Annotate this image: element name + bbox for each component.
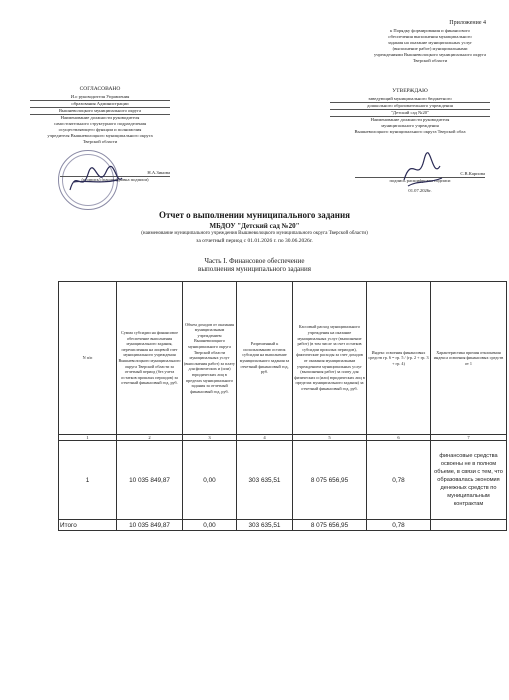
row-number: 1 bbox=[59, 441, 117, 520]
total-row bbox=[59, 520, 507, 531]
annex-title: Приложение 4 bbox=[449, 20, 486, 26]
agreed-line: образования Администрации bbox=[30, 101, 170, 108]
table-header-cell: N п/п bbox=[59, 282, 117, 435]
table-header-cell: Характеристика причин отклонения индекса освоения финансовых средств от 1 bbox=[431, 282, 507, 435]
approve-caption: Вышневолоцкого муниципального округа Тверской обла bbox=[354, 129, 466, 134]
table-row bbox=[59, 441, 507, 520]
approve-line: "Детский сад №20" bbox=[330, 110, 490, 117]
agreed-block bbox=[30, 86, 170, 145]
remainder-cell: 303 635,51 bbox=[237, 441, 293, 520]
subsidy-cell: 10 035 849,87 bbox=[117, 441, 183, 520]
column-number: 5 bbox=[293, 435, 367, 441]
total-remainder: 303 635,51 bbox=[237, 520, 293, 531]
column-number: 7 bbox=[431, 435, 507, 441]
approve-line: дошкольного образовательного учреждения bbox=[330, 103, 490, 110]
agreed-caption: осуществляющего функции и полномочия bbox=[58, 127, 142, 132]
income-cell: 0,00 bbox=[183, 441, 237, 520]
approve-date: 01.07.2026г. bbox=[408, 188, 432, 193]
table-header-cell: Кассовый расход муниципального учреждения на оказание муниципальных услуг (выполнение работ) (в том числе за счет остатков субсидии прошлых периодов), фактические расходы за счет доходов от оказания муниципальным учреждением муниципальных услуг (выполнения работ) за плату для физических и (или) юридических лиц в пределах муниципального задания) за отчетный финансовый год, руб. bbox=[293, 282, 367, 435]
agreed-heading: СОГЛАСОВАНО bbox=[79, 86, 121, 92]
approve-handwritten-signature bbox=[398, 150, 448, 190]
agreed-caption: самостоятельного структурного подразделения bbox=[53, 121, 147, 126]
approve-block bbox=[330, 88, 490, 135]
column-number: 3 bbox=[183, 435, 237, 441]
table-header-cell: Объем доходов от оказания муниципальным учреждением Вышневолоцкого муниципального округа Тверской области муниципальных услуг (выполнения работ) за плату для физических и (или) юридических лиц в пределах муниципального задания за отчетный финансовый год, руб. bbox=[183, 282, 237, 435]
index-cell: 0,78 bbox=[367, 441, 431, 520]
reason-cell: финансовые средства освоены не в полном объеме, в связи с тем, что образовалась экономия денежных средств по муниципальным контрактам bbox=[431, 441, 507, 520]
report-header bbox=[0, 210, 509, 244]
agreed-caption: Наименование должности руководителя bbox=[60, 115, 140, 120]
total-reason bbox=[431, 520, 507, 531]
table-header-row bbox=[59, 282, 507, 435]
agreed-line: Вышневолоцкого муниципального округа bbox=[30, 108, 170, 115]
annex-line: задания на оказание муниципальных услуг bbox=[387, 40, 473, 45]
agreed-line: И.о руководителя Управления bbox=[30, 94, 170, 101]
agreed-handwritten-signature bbox=[66, 160, 126, 200]
annex-line: учреждениями Вышневолоцкого муниципального округа bbox=[373, 52, 487, 57]
approve-signer: С.В.Карпова bbox=[355, 171, 485, 178]
agreed-sign-caption: (подпись) (расшифровка подписи) bbox=[81, 177, 149, 182]
column-number: 4 bbox=[237, 435, 293, 441]
agreed-caption: учредителя Вышневолоцкого муниципального округа bbox=[47, 133, 153, 138]
total-index: 0,78 bbox=[367, 520, 431, 531]
table-header-cell: Сумма субсидии на финансовое обеспечение выполнения муниципального задания, перечисленная на лицевой счет муниципального учреждения Вышневолоцкого муниципального округа Тверской области за отчетный период (без учета остатков прошлых периодов) за отчетный финансовый год, руб. bbox=[117, 282, 183, 435]
part-title: Часть I. Финансовое обеспечение выполнения муниципального задания bbox=[198, 257, 311, 273]
annex-line: обеспечения выполнения муниципального bbox=[388, 34, 472, 39]
org-caption: (наименование муниципального учреждения Вышневолоцкого муниципального округа Тверской области) bbox=[141, 231, 368, 236]
approve-caption: муниципального учреждения bbox=[381, 123, 439, 128]
annex-block bbox=[360, 20, 500, 64]
column-number: 1 bbox=[59, 435, 117, 441]
total-label: Итого bbox=[59, 520, 117, 531]
agreed-signer: Н.А.Зинова bbox=[60, 170, 170, 177]
column-number: 6 bbox=[367, 435, 431, 441]
annex-line: к Порядку формирования и финансового bbox=[390, 28, 470, 33]
approve-caption: Наименование должности руководителя bbox=[370, 117, 450, 122]
annex-line: (выполнение работ) муниципальными bbox=[392, 46, 468, 51]
approve-heading: УТВЕРЖДАЮ bbox=[392, 88, 428, 94]
report-title: Отчет о выполнении муниципального задания bbox=[158, 210, 351, 220]
finance-table bbox=[58, 281, 507, 531]
org-name: МБДОУ "Детский сад №20" bbox=[209, 222, 300, 230]
total-expense: 8 075 656,95 bbox=[293, 520, 367, 531]
agreed-caption: Тверской области bbox=[82, 139, 118, 144]
expense-cell: 8 075 656,95 bbox=[293, 441, 367, 520]
approve-line: заведующий муниципального бюджетного bbox=[330, 96, 490, 103]
column-number: 2 bbox=[117, 435, 183, 441]
total-income: 0,00 bbox=[183, 520, 237, 531]
table-header-cell: Индекс освоения финансовых средств гр. 6 = гр. 5 / (гр. 2 + гр. 3 + гр. 4) bbox=[367, 282, 431, 435]
total-subsidy: 10 035 849,87 bbox=[117, 520, 183, 531]
approve-sign-caption: подпись расшифровка подписи bbox=[389, 178, 451, 183]
report-period: за отчетный период с 01.01.2026 г. по 30.06.2026г. bbox=[196, 238, 313, 244]
table-header-cell: Разрешенный к использованию остаток субсидии на выполнение муниципального задания за отчетный финансовый год, руб. bbox=[237, 282, 293, 435]
annex-line: Тверской области bbox=[412, 58, 448, 63]
